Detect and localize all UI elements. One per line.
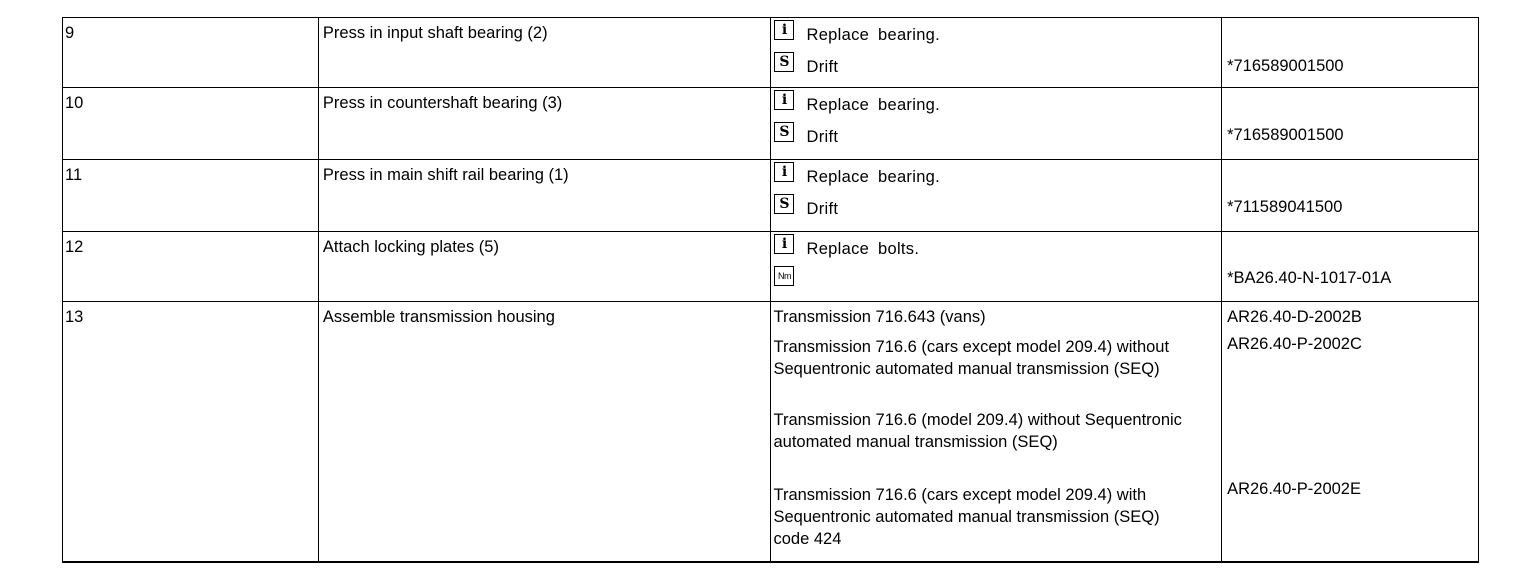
- note-text: Replace bearing.: [806, 168, 941, 186]
- note-line: [771, 264, 1221, 296]
- variant-text: Transmission 716.6 (cars except model 209.4) without Sequentronic automated manual transmission (SEQ): [773, 338, 1170, 378]
- step-description-cell: Press in input shaft bearing (2): [318, 18, 771, 88]
- note-line: [771, 160, 1221, 192]
- step-notes-cell: [771, 88, 1222, 160]
- tool-drift-icon: S: [774, 194, 794, 214]
- note-text: Replace bearing.: [806, 26, 941, 44]
- variant-reference: AR26.40-P-2002E: [1227, 480, 1361, 498]
- info-icon: i: [774, 162, 794, 182]
- variant-text: Transmission 716.6 (model 209.4) without Sequentronic automated manual transmission (SEQ): [773, 411, 1182, 451]
- step-description-cell: Press in countershaft bearing (3): [318, 88, 771, 160]
- variant-text: Transmission 716.6 (cars except model 209.4) with Sequentronic automated manual transmission (SEQ) code 424: [773, 486, 1160, 548]
- reference-number: *BA26.40-N-1017-01A: [1227, 269, 1392, 287]
- step-number-cell: 13: [63, 302, 319, 562]
- step-number-cell: 10: [63, 88, 319, 160]
- step-notes-cell: [771, 302, 1222, 562]
- note-text: Drift: [806, 58, 839, 76]
- step-description-cell: Attach locking plates (5): [318, 232, 771, 302]
- procedure-table: [62, 17, 1479, 563]
- table-row: [63, 160, 1479, 232]
- step-number-cell: 12: [63, 232, 319, 302]
- info-icon: i: [774, 234, 794, 254]
- variant-reference: [1227, 403, 1478, 478]
- step-number-cell: 9: [63, 18, 319, 88]
- step-number-cell: 11: [63, 160, 319, 232]
- reference-cell: [1222, 18, 1479, 88]
- note-line: [771, 232, 1221, 264]
- tool-drift-icon: S: [774, 52, 794, 72]
- reference-cell: [1222, 88, 1479, 160]
- note-line: [771, 50, 1221, 82]
- info-icon: i: [774, 90, 794, 110]
- tool-drift-icon: S: [774, 122, 794, 142]
- reference-number: *711589041500: [1227, 198, 1343, 216]
- note-line: [771, 18, 1221, 50]
- note-text: Drift: [806, 200, 839, 218]
- reference-cell: [1222, 232, 1479, 302]
- note-text: Drift: [806, 128, 839, 146]
- note-line: [771, 192, 1221, 224]
- note-text: Replace bolts.: [806, 240, 920, 258]
- reference-cell: [1222, 160, 1479, 232]
- variant-reference: AR26.40-D-2002B: [1227, 308, 1362, 326]
- step-description-cell: Press in main shift rail bearing (1): [318, 160, 771, 232]
- table-row: [63, 302, 1479, 562]
- note-line: [771, 88, 1221, 120]
- note-text: Replace bearing.: [806, 96, 941, 114]
- note-line: [771, 120, 1221, 152]
- torque-nm-icon: Nm: [774, 266, 794, 286]
- reference-number: *716589001500: [1227, 126, 1344, 144]
- table-row: [63, 88, 1479, 160]
- step-notes-cell: [771, 18, 1222, 88]
- reference-number: *716589001500: [1227, 57, 1344, 75]
- step-notes-cell: [771, 232, 1222, 302]
- variant-text: Transmission 716.643 (vans): [773, 308, 986, 326]
- reference-cell: [1222, 302, 1479, 562]
- variant-reference: AR26.40-P-2002C: [1227, 335, 1362, 353]
- info-icon: i: [774, 20, 794, 40]
- step-description-cell: Assemble transmission housing: [318, 302, 771, 562]
- table-row: [63, 232, 1479, 302]
- step-notes-cell: [771, 160, 1222, 232]
- table-row: [63, 18, 1479, 88]
